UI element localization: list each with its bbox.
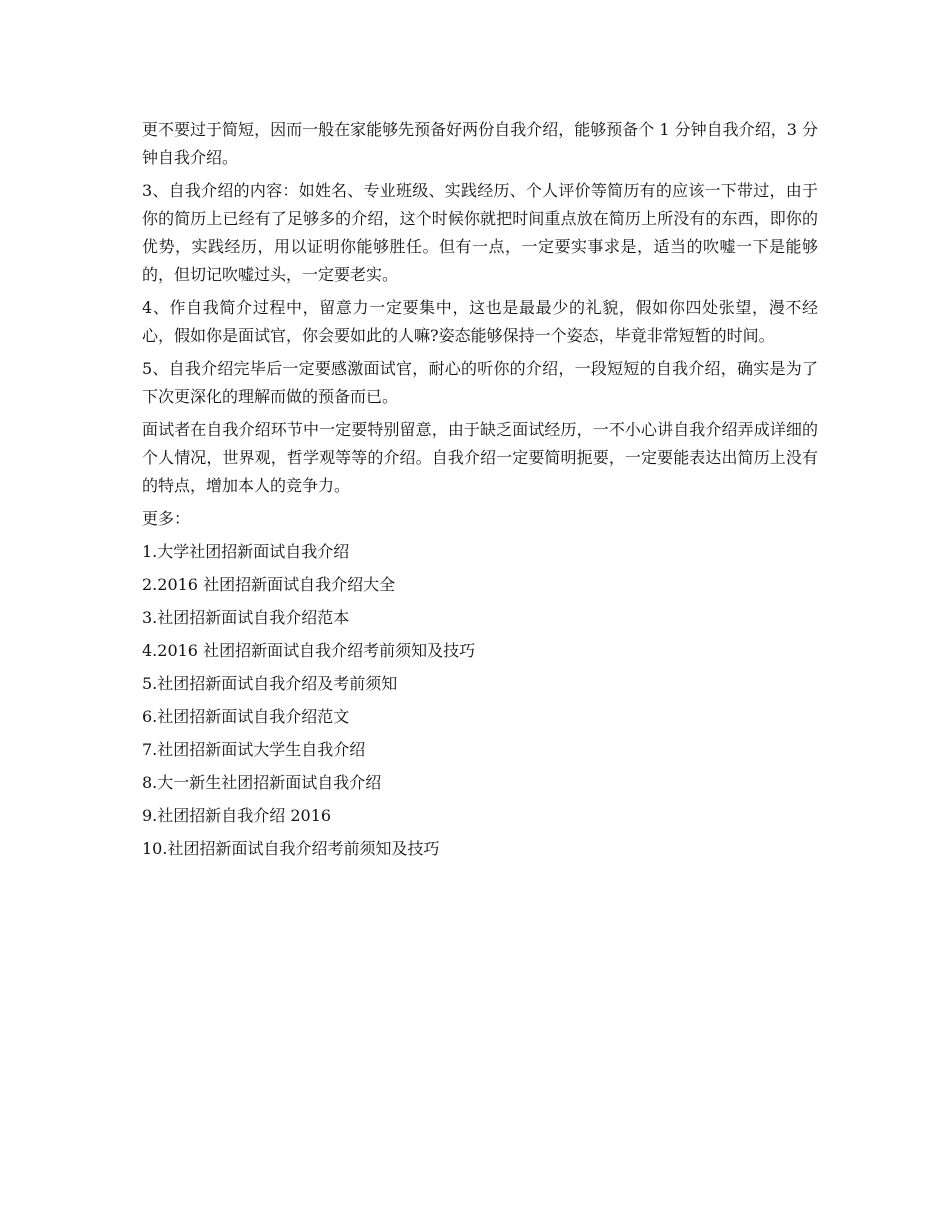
related-link-3[interactable]: 3.社团招新面试自我介绍范本 — [142, 608, 350, 627]
related-link-7[interactable]: 7.社团招新面试大学生自我介绍 — [142, 740, 366, 759]
paragraph-tip-5: 5、自我介绍完毕后一定要感激面试官，耐心的听你的介绍，一段短短的自我介绍，确实是为了下次更深化的理解而做的预备而已。 — [142, 359, 818, 406]
related-link-6[interactable]: 6.社团招新面试自我介绍范文 — [142, 707, 350, 726]
paragraph-tip-4: 4、作自我简介过程中，留意力一定要集中，这也是最最少的礼貌，假如你四处张望，漫不经心，假如你是面试官，你会要如此的人嘛?姿态能够保持一个姿态，毕竟非常短暂的时间。 — [142, 298, 818, 345]
paragraph-intro-continued: 更不要过于简短，因而一般在家能够先预备好两份自我介绍，能够预备个 1 分钟自我介绍，3 分钟自我介绍。 — [142, 120, 818, 167]
related-link-4[interactable]: 4.2016 社团招新面试自我介绍考前须知及技巧 — [142, 641, 476, 660]
document-page — [142, 116, 818, 868]
related-link-9[interactable]: 9.社团招新自我介绍 2016 — [142, 806, 332, 825]
related-links-list — [142, 538, 818, 863]
related-link-1[interactable]: 1.大学社团招新面试自我介绍 — [142, 542, 350, 561]
related-link-10[interactable]: 10.社团招新面试自我介绍考前须知及技巧 — [142, 839, 440, 858]
related-link-5[interactable]: 5.社团招新面试自我介绍及考前须知 — [142, 674, 398, 693]
paragraph-tip-3: 3、自我介绍的内容：如姓名、专业班级、实践经历、个人评价等简历有的应该一下带过，由于你的简历上已经有了足够多的介绍，这个时候你就把时间重点放在简历上所没有的东西，即你的优势，实践经历，用以证明你能够胜任。但有一点，一定要实事求是，适当的吹嘘一下是能够的，但切记吹嘘过头，一定要老实。 — [142, 181, 818, 284]
more-label: 更多： — [142, 509, 191, 528]
related-link-8[interactable]: 8.大一新生社团招新面试自我介绍 — [142, 773, 382, 792]
related-link-2[interactable]: 2.2016 社团招新面试自我介绍大全 — [142, 575, 396, 594]
paragraph-summary: 面试者在自我介绍环节中一定要特别留意，由于缺乏面试经历，一不小心讲自我介绍弄成详细的个人情况，世界观，哲学观等等的介绍。自我介绍一定要简明扼要，一定要能表达出简历上没有的特点，增加本人的竞争力。 — [142, 420, 818, 495]
